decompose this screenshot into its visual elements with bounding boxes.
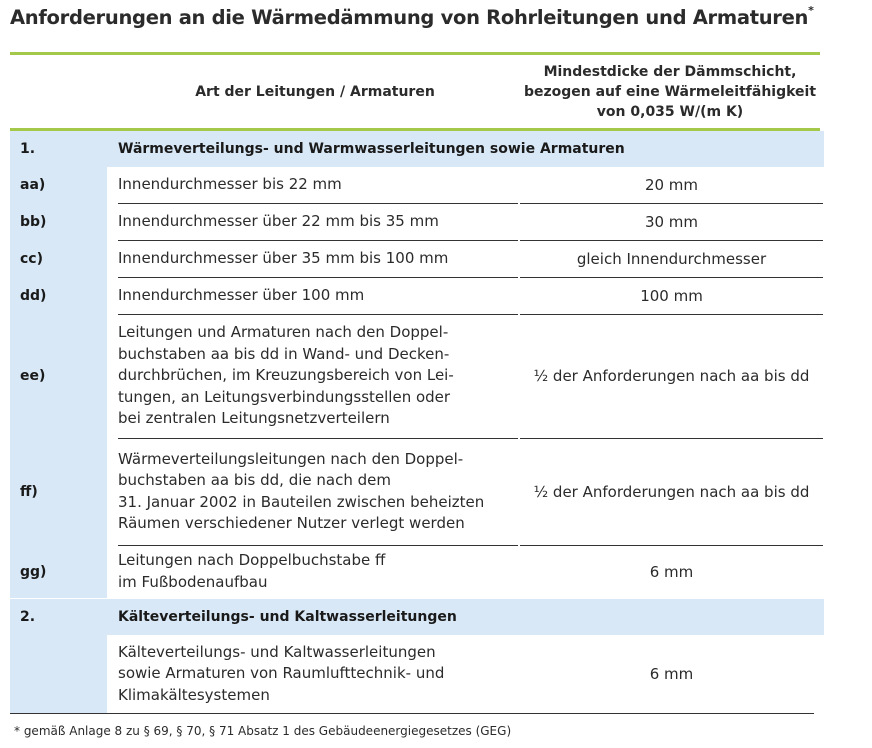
table-row	[10, 240, 824, 277]
row-value: ½ der Anforderungen nach aa bis dd	[520, 314, 823, 439]
column-header-thickness	[520, 55, 820, 128]
table-row	[10, 635, 824, 713]
table-row	[10, 438, 824, 545]
description-line: Innendurchmesser über 35 mm bis 100 mm	[118, 248, 449, 267]
description-line: bei zentralen Leitungsnetzverteilern	[118, 409, 390, 428]
row-label: ff)	[20, 483, 38, 500]
table-row	[10, 545, 824, 598]
description-line: durchbrüchen, im Kreuzungsbereich von Lei-	[118, 366, 454, 385]
description-line: sowie Armaturen von Raumlufttechnik- und	[118, 664, 445, 683]
table-bottom-rule	[10, 713, 814, 714]
row-description	[118, 635, 518, 713]
row-value: 6 mm	[649, 562, 694, 581]
section-2-header	[10, 599, 824, 635]
row-label: ee)	[20, 368, 46, 384]
column-header-line: Mindestdicke der Dämmschicht,	[543, 63, 797, 80]
page-title: Anforderungen an die Wärmedämmung von Rohrleitungen und Armaturen*	[10, 4, 814, 29]
description-line: Kälteverteilungs- und Kaltwasserleitungen	[118, 642, 436, 661]
row-description	[118, 314, 518, 439]
description-line: Wärmeverteilungsleitungen nach den Doppel-	[118, 449, 464, 468]
title-footnote-mark: *	[808, 4, 814, 17]
row-value: gleich Innendurchmesser	[520, 240, 823, 278]
description-line: Räumen verschiedener Nutzer verlegt werden	[118, 514, 465, 532]
row-description	[118, 545, 518, 598]
column-header-line: von 0,035 W/(m K)	[596, 103, 744, 120]
section-title: Kälteverteilungs- und Kaltwasserleitungen	[118, 609, 457, 625]
row-label: bb)	[20, 213, 47, 230]
description-line: buchstaben aa bis dd in Wand- und Decken-	[118, 344, 450, 363]
section-1-header	[10, 131, 824, 167]
description-line: Leitungen und Armaturen nach den Doppel-	[118, 323, 449, 342]
row-description	[118, 203, 518, 241]
row-label	[10, 635, 107, 713]
description-line: 31. Januar 2002 in Bauteilen zwischen beheizten	[118, 492, 485, 511]
description-line: Leitungen nach Doppelbuchstabe ff	[118, 551, 386, 569]
description-line: Innendurchmesser über 100 mm	[118, 285, 365, 304]
row-value: 30 mm	[520, 203, 823, 241]
description-line: Innendurchmesser bis 22 mm	[118, 175, 342, 194]
column-header-type: Art der Leitungen / Armaturen	[195, 83, 435, 100]
footnote: * gemäß Anlage 8 zu § 69, § 70, § 71 Absatz 1 des Gebäudeenergiegesetzes (GEG)	[14, 724, 512, 738]
row-value: ½ der Anforderungen nach aa bis dd	[520, 438, 823, 546]
table-row	[10, 277, 824, 314]
row-label: cc)	[20, 250, 43, 267]
row-description	[118, 438, 518, 546]
row-description	[118, 240, 518, 278]
row-label: aa)	[20, 177, 46, 193]
section-number: 1.	[20, 141, 36, 157]
description-line: Innendurchmesser über 22 mm bis 35 mm	[118, 211, 439, 230]
row-value: 100 mm	[520, 277, 823, 315]
row-value: 20 mm	[520, 167, 823, 204]
row-label: dd)	[20, 287, 47, 304]
table-row	[10, 167, 824, 203]
section-number: 2.	[20, 609, 36, 625]
row-value: 6 mm	[649, 665, 694, 683]
description-line: tungen, an Leitungsverbindungsstellen oder	[118, 387, 451, 406]
section-title: Wärmeverteilungs- und Warmwasserleitungen sowie Armaturen	[118, 141, 625, 157]
table-row	[10, 314, 824, 438]
description-line: buchstaben aa bis dd, die nach dem	[118, 471, 391, 489]
description-line: im Fußbodenaufbau	[118, 572, 268, 591]
table-row	[10, 203, 824, 240]
column-header-line: bezogen auf eine Wärmeleitfähigkeit	[523, 83, 817, 100]
description-line: Klimakältesystemen	[118, 685, 270, 704]
row-description	[118, 167, 518, 204]
row-description	[118, 277, 518, 315]
row-label: gg)	[20, 563, 47, 580]
